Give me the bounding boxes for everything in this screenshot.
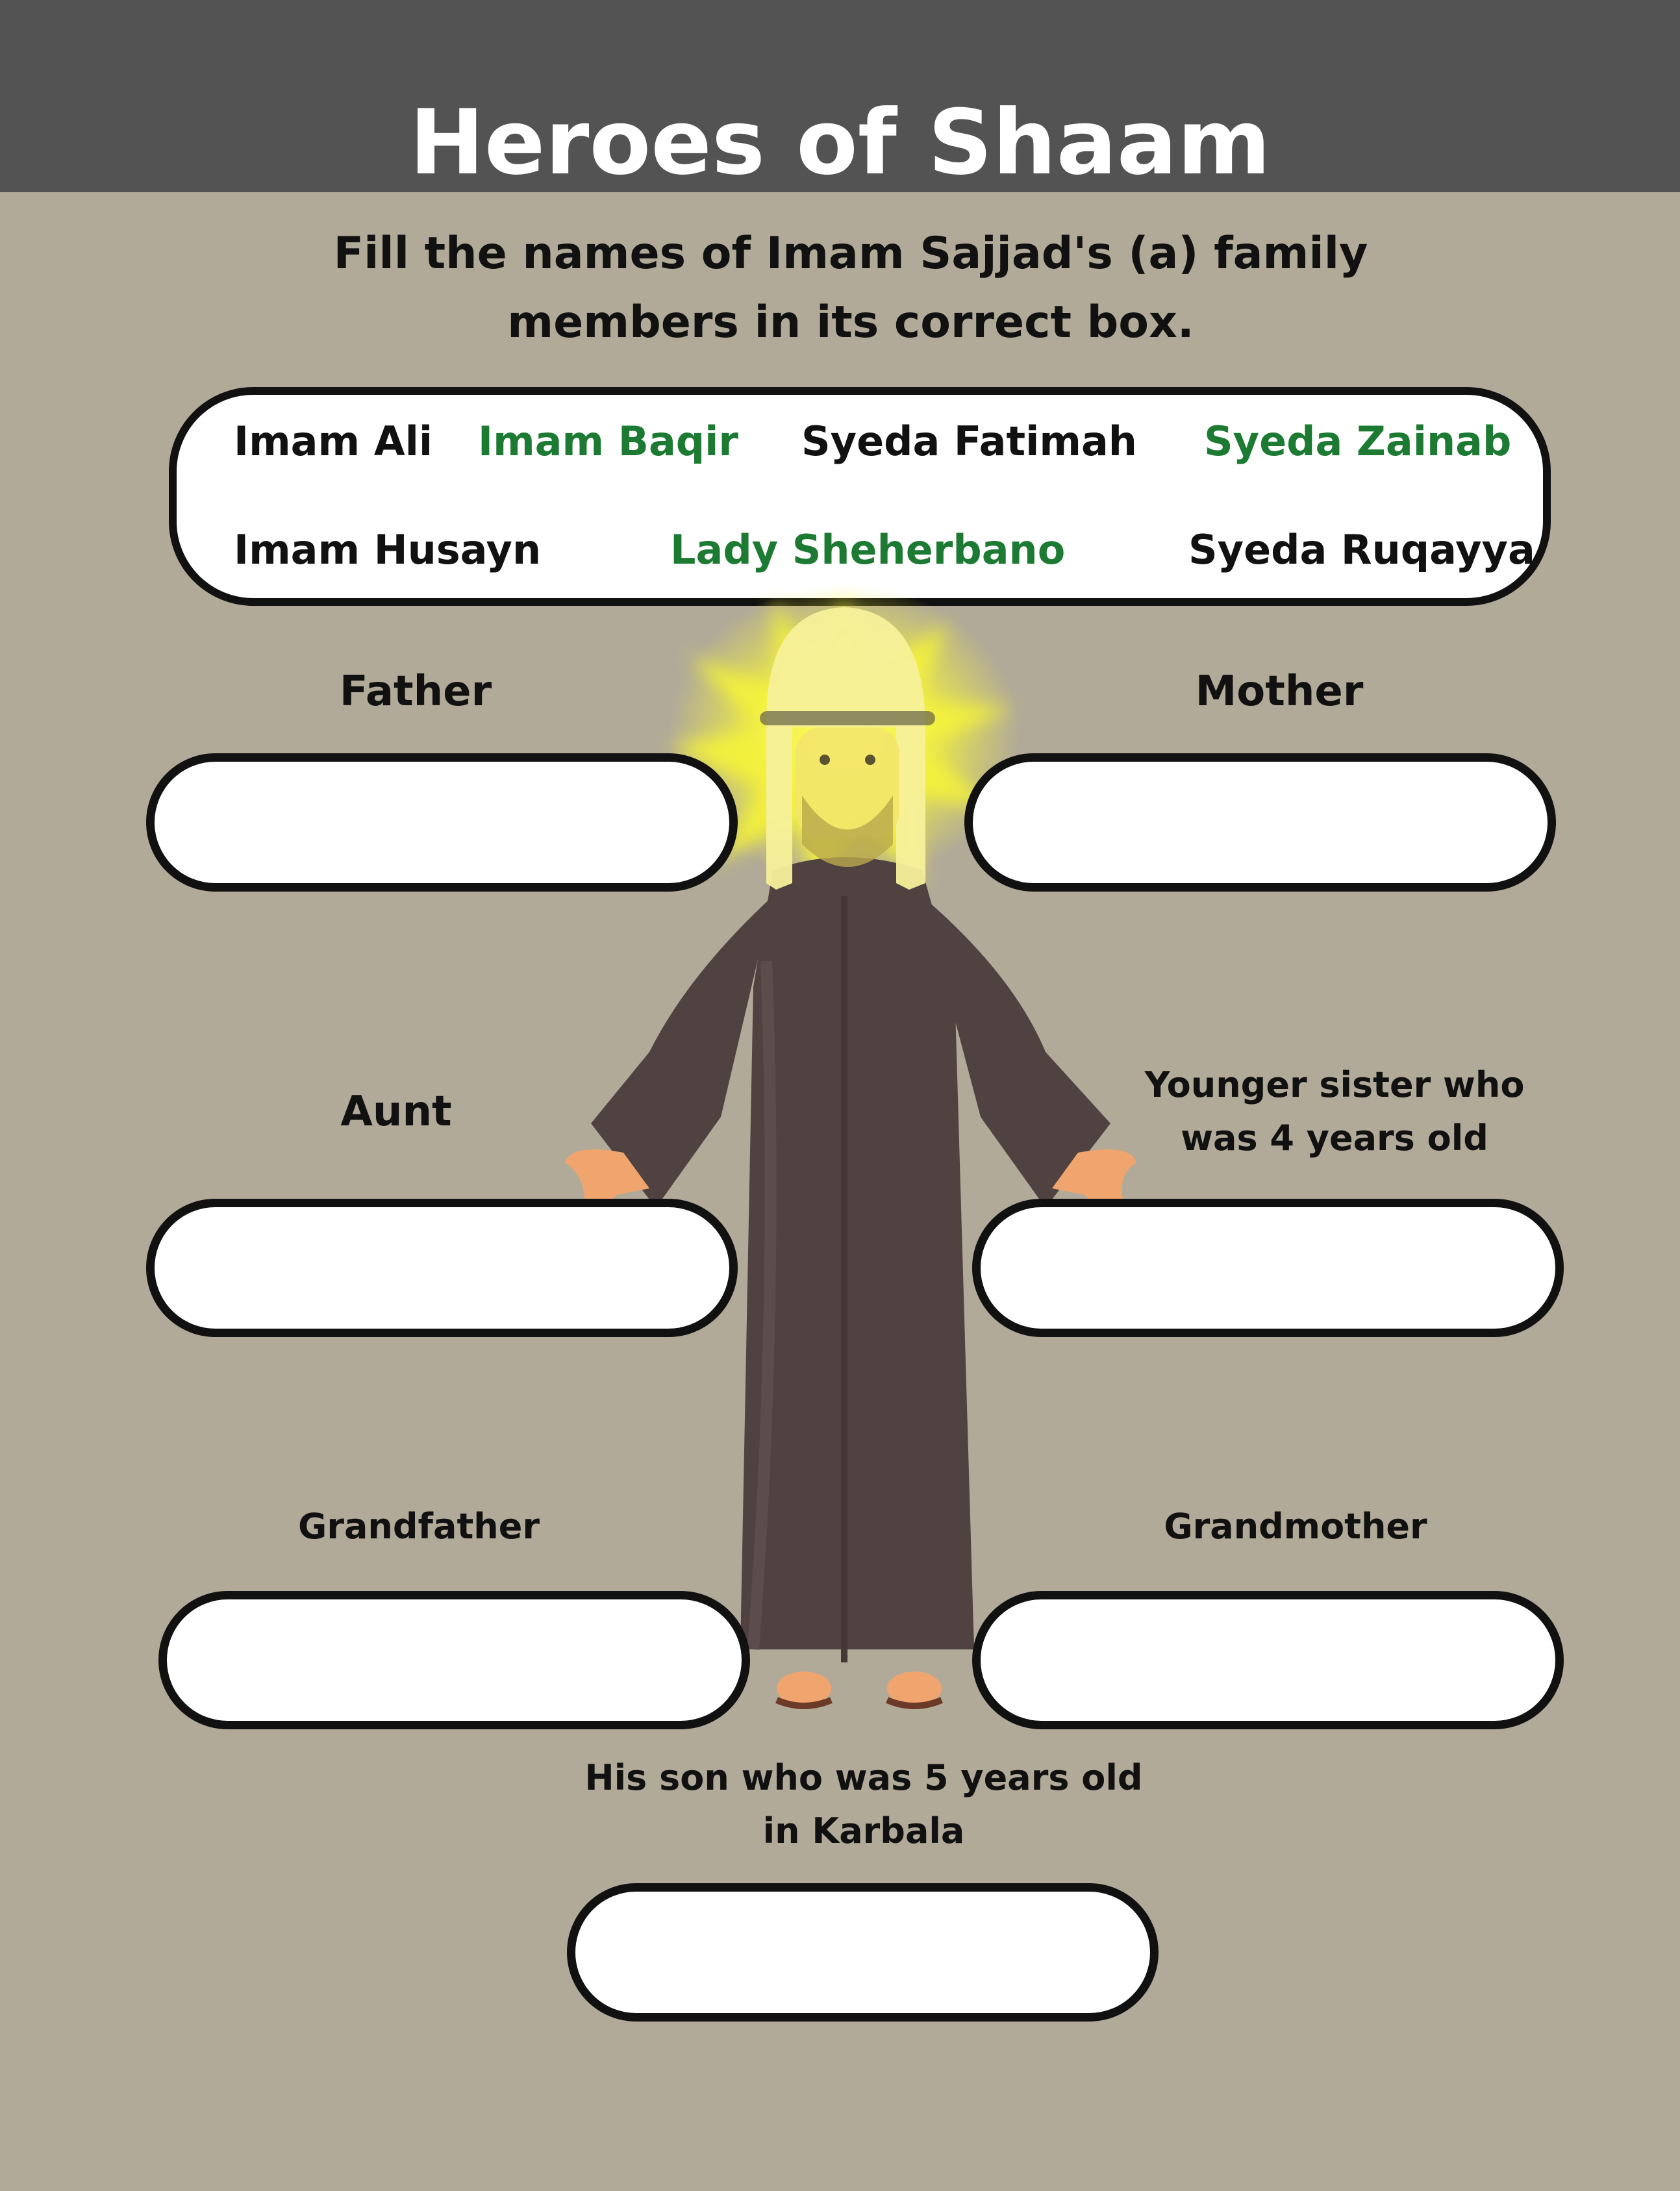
- word-bank: [169, 387, 1551, 606]
- son-label: [571, 1751, 1156, 1858]
- father-answer-box[interactable]: [146, 753, 738, 892]
- instruction-text: [286, 219, 1416, 357]
- younger-sister-label-line-1: Younger sister who: [1144, 1064, 1525, 1105]
- grandfather-answer-box[interactable]: [158, 1591, 750, 1729]
- mother-label: Mother: [1195, 668, 1364, 716]
- instruction-line-2: members in its correct box.: [507, 297, 1194, 348]
- page-title: Heroes of Shaam: [409, 90, 1271, 195]
- aunt-answer-box[interactable]: [146, 1199, 738, 1337]
- son-answer-box[interactable]: [567, 1883, 1159, 2022]
- grandfather-label: Grandfather: [298, 1506, 540, 1547]
- instruction-line-1: Fill the names of Imam Sajjad's (a) family: [333, 228, 1368, 279]
- word-bank-item[interactable]: Lady Sheherbano: [670, 526, 1066, 573]
- younger-sister-label: [1091, 1058, 1578, 1165]
- younger-sister-label-line-2: was 4 years old: [1181, 1118, 1488, 1158]
- son-label-line-2: in Karbala: [762, 1810, 965, 1851]
- father-label: Father: [339, 668, 492, 716]
- mother-answer-box[interactable]: [964, 753, 1556, 892]
- grandmother-label: Grandmother: [1164, 1506, 1427, 1547]
- younger-sister-answer-box[interactable]: [972, 1199, 1564, 1337]
- word-bank-item[interactable]: Imam Ali: [234, 418, 433, 465]
- aunt-label: Aunt: [340, 1088, 452, 1136]
- word-bank-item[interactable]: Syeda Zainab: [1204, 418, 1512, 465]
- son-label-line-1: His son who was 5 years old: [584, 1757, 1143, 1798]
- grandmother-answer-box[interactable]: [972, 1591, 1564, 1729]
- word-bank-item[interactable]: Syeda Ruqayya: [1188, 526, 1535, 573]
- word-bank-item[interactable]: Syeda Fatimah: [801, 418, 1137, 465]
- word-bank-item[interactable]: Imam Baqir: [478, 418, 739, 465]
- word-bank-item[interactable]: Imam Husayn: [234, 526, 542, 573]
